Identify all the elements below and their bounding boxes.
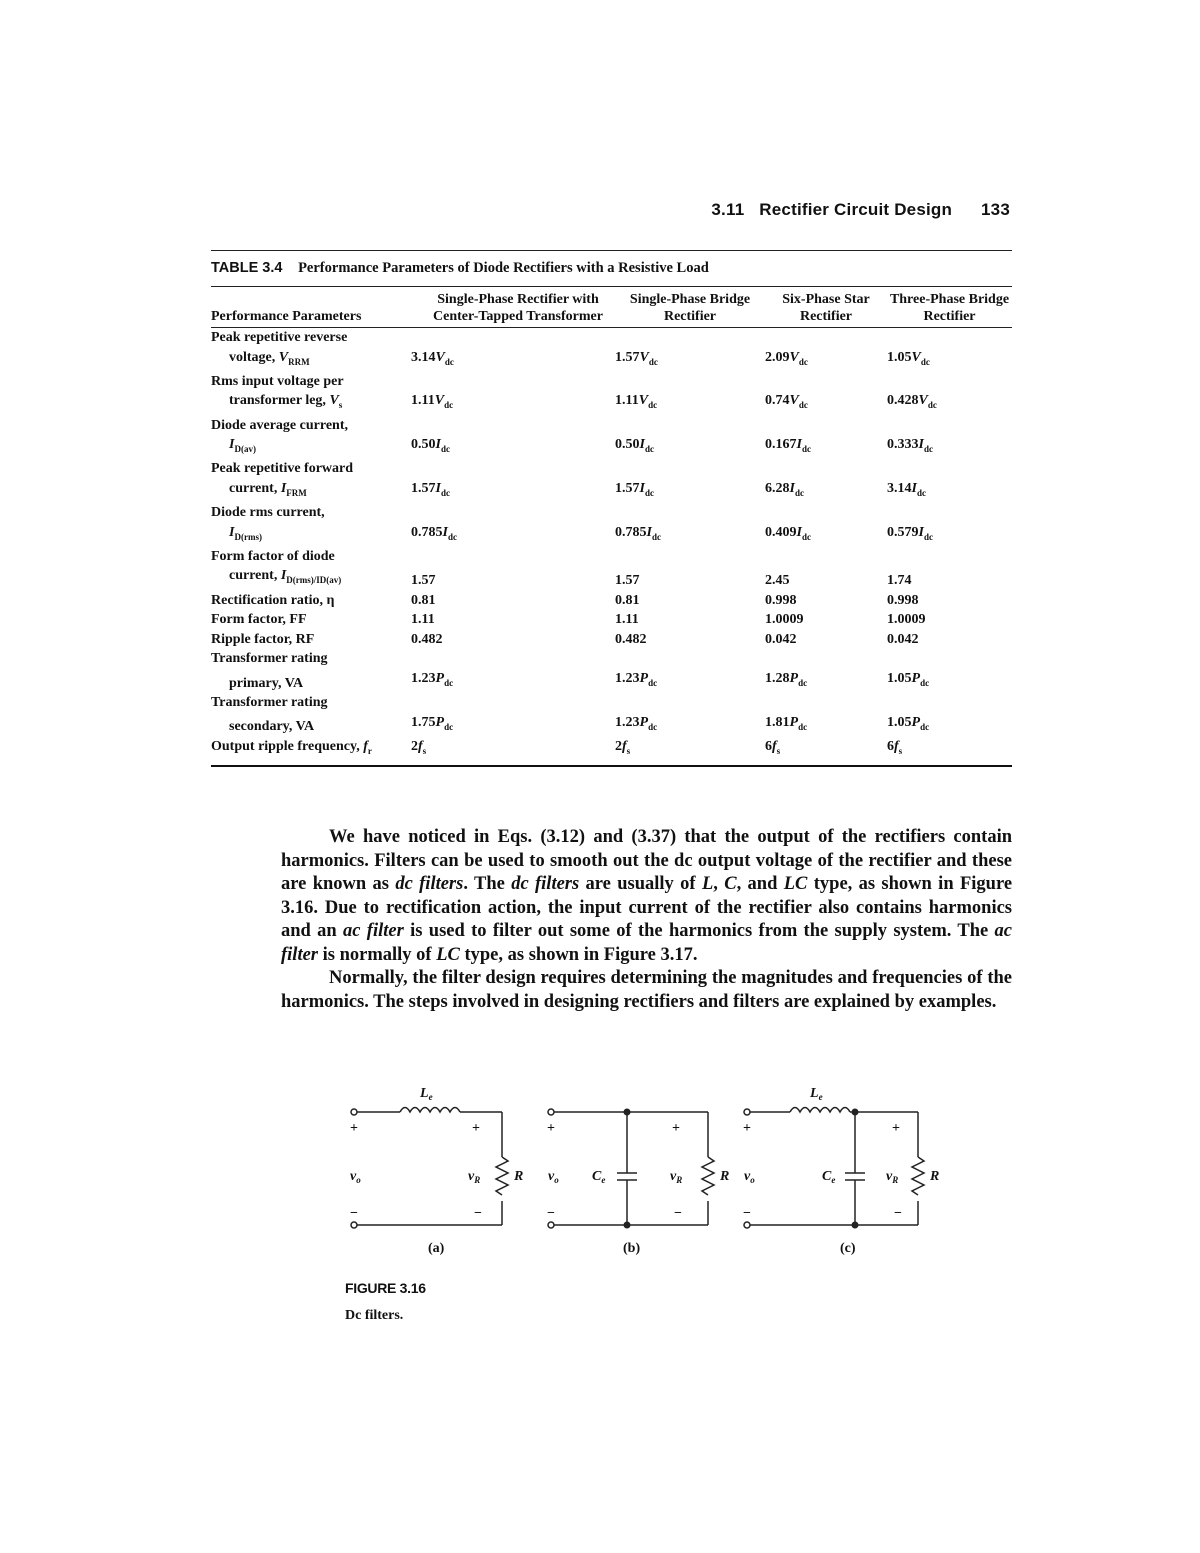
table-cell: 0.482 [615,631,647,647]
panel-label-b: (b) [623,1241,641,1256]
table-cell: $1.23P_{dc}$ [411,670,454,688]
table-cell: $1.57V_{dc}$ [615,349,658,367]
param-label-cont: current, $I_{FRM}$ [229,480,307,498]
performance-table [211,287,1012,765]
table-row [211,459,1012,479]
header-parameters: Performance Parameters [211,287,411,328]
table-cell: $1.05V_{dc}$ [887,349,930,367]
table-cell: $0.333I_{dc}$ [887,437,933,454]
svg-text:vR: $v_R$ [886,1169,899,1185]
table-title: Performance Parameters of Diode Rectifiers with a Resistive Load [298,260,709,276]
table-cell: 2.45 [765,573,790,589]
table-row [211,547,1012,567]
table-cell: $0.50I_{dc}$ [615,437,654,454]
table-caption [211,251,1012,286]
table-row [211,737,1012,765]
table-row [211,649,1012,669]
param-label: Output ripple frequency, $f_r$ [211,738,372,756]
svg-text:−: − [894,1206,902,1221]
table-3-4 [211,250,1012,767]
svg-text:+: + [547,1121,555,1136]
table-cell: $1.57I_{dc}$ [411,480,450,498]
param-label: Form factor, FF [211,612,307,628]
section-number: 3.11 [711,200,745,219]
param-label-cont: voltage, $V_{RRM}$ [229,349,310,367]
table-row [211,348,1012,372]
table-row [211,328,1012,348]
table-cell: $6f_s$ [765,738,781,756]
svg-text:−: − [674,1206,682,1221]
svg-text:Le: $L_e$ [420,1086,433,1102]
table-cell: 0.998 [887,592,919,608]
param-label: Peak repetitive reverse [211,330,348,345]
table-row [211,503,1012,523]
header-three-phase: Three-Phase Bridge Rectifier [887,287,1012,328]
table-cell: $0.785I_{dc}$ [411,524,457,542]
svg-text:−: − [474,1206,482,1221]
table-cell: 0.042 [765,631,797,647]
table-cell: $0.74V_{dc}$ [765,393,808,411]
table-cell: 0.042 [887,631,919,647]
table-cell: $1.81P_{dc}$ [765,714,808,732]
table-cell: 1.0009 [887,612,926,628]
svg-text:vR: $v_R$ [468,1169,481,1185]
param-label: Diode rms current, [211,505,325,521]
table-row [211,669,1012,693]
svg-text:vo: $v_o$ [744,1169,755,1185]
table-cell: $0.409I_{dc}$ [765,524,811,542]
table-row [211,591,1012,611]
table-row [211,416,1012,436]
panel-label-c: (c) [840,1241,856,1256]
inductor-c [790,1108,850,1113]
circuit-a [351,1108,508,1229]
table-cell: 1.57 [615,573,640,589]
table-cell: $3.14V_{dc}$ [411,349,454,367]
svg-text:Ce: $C_e$ [592,1169,606,1185]
paragraph-2: Normally, the filter design requires determining the magnitudes and frequencies of the harmonics. The steps involved in designing rectifiers and filters are explained by examples. [281,968,1012,1012]
table-cell: $6f_s$ [887,738,903,756]
svg-text:+: + [892,1121,900,1136]
param-label-cont: secondary, VA [229,719,315,735]
paragraph-1: We have noticed in Eqs. (3.12) and (3.37) that the output of the rectifiers contain harmonics. Filters can be used to smooth out the dc output voltage of the rectifier and these are known as dc filters. The dc filters are usually of L, C, and LC type, as shown in Figure 3.16. Due to rectification action, the input current of the rectifier also contains harmonics and an ac filter is used to filter out some of the harmonics from the supply system. The ac filter is normally of LC type, as shown in Figure 3.17. [281,827,1013,965]
inductor-a [400,1108,460,1113]
param-label: Transformer rating [211,651,328,667]
table-cell: $0.428V_{dc}$ [887,393,937,411]
table-cell: $3.14I_{dc}$ [887,480,926,498]
table-row [211,610,1012,630]
table-row [211,713,1012,737]
table-cell: 1.11 [615,612,639,628]
table-cell: $0.579I_{dc}$ [887,524,933,542]
svg-text:+: + [472,1121,480,1136]
table-row [211,479,1012,503]
table-cell: 0.81 [615,592,640,608]
param-label-cont: current, $I_{D(rms)/ID(av)}$ [229,568,342,586]
resistor-b [702,1157,714,1195]
table-row [211,391,1012,415]
param-label-cont: $I_{D(av)}$ [229,437,256,454]
table-cell: $1.11V_{dc}$ [615,393,658,411]
svg-text:vo: $v_o$ [548,1169,559,1185]
svg-text:+: + [672,1121,680,1136]
table-cell: 1.57 [411,573,436,589]
table-bottom-rule [211,765,1012,767]
page-number: 133 [981,200,1010,219]
figure-3-16-circuits [340,1080,960,1270]
table-cell: 1.74 [887,573,912,589]
table-cell: $1.75P_{dc}$ [411,714,454,732]
param-label: Form factor of diode [211,548,335,564]
header-center-tapped: Single-Phase Rectifier with Center-Tapped Transformer [411,287,615,328]
svg-text:vo: $v_o$ [350,1169,361,1185]
table-cell: $1.23P_{dc}$ [615,714,658,732]
table-cell: 1.0009 [765,612,804,628]
svg-text:R: R [930,1169,940,1184]
svg-text:R: R [720,1169,730,1184]
resistor-c [912,1157,924,1195]
svg-text:−: − [743,1206,751,1221]
svg-text:Le: $L_e$ [810,1086,823,1102]
table-cell: $1.57I_{dc}$ [615,480,654,498]
param-label: Peak repetitive forward [211,461,354,477]
table-cell: 0.81 [411,592,436,608]
param-label-cont: transformer leg, $V_s$ [229,393,343,411]
figure-number: FIGURE 3.16 [345,1280,426,1296]
svg-text:vR: $v_R$ [670,1169,683,1185]
table-row [211,435,1012,459]
table-row [211,630,1012,650]
table-cell: $1.11V_{dc}$ [411,393,454,411]
table-header-row [211,287,1012,328]
param-label: Ripple factor, RF [211,631,315,647]
param-label: Transformer rating [211,695,328,711]
svg-text:+: + [350,1121,358,1136]
svg-text:+: + [743,1121,751,1136]
table-row [211,523,1012,547]
table-row [211,566,1012,590]
table-cell: $1.05P_{dc}$ [887,670,930,688]
svg-text:Ce: $C_e$ [822,1169,836,1185]
table-cell: $0.50I_{dc}$ [411,437,450,454]
param-label: Rms input voltage per [211,373,344,389]
table-cell: $2.09V_{dc}$ [765,349,808,367]
table-cell: 0.482 [411,631,443,647]
table-cell: 1.11 [411,612,435,628]
param-label-cont: primary, VA [229,675,304,691]
figure-caption [345,1280,426,1324]
svg-text:R: R [514,1169,524,1184]
body-text [281,826,1012,1014]
table-cell: $0.167I_{dc}$ [765,437,811,454]
svg-text:−: − [350,1206,358,1221]
table-cell: $1.23P_{dc}$ [615,670,658,688]
table-row [211,693,1012,713]
table-cell: $1.28P_{dc}$ [765,670,808,688]
param-label: Diode average current, [211,417,348,433]
figure-description: Dc filters. [345,1308,404,1323]
table-cell: $1.05P_{dc}$ [887,714,930,732]
table-cell: $0.785I_{dc}$ [615,524,661,542]
param-label: Rectification ratio, η [211,592,335,608]
header-six-phase: Six-Phase Star Rectifier [765,287,887,328]
table-body [211,328,1012,766]
param-label-cont: $I_{D(rms)}$ [229,524,262,542]
table-cell: $2f_s$ [615,738,631,756]
panel-label-a: (a) [428,1241,445,1256]
table-cell: $2f_s$ [411,738,427,756]
running-head [711,200,1010,220]
resistor-a [496,1157,508,1195]
table-row [211,372,1012,392]
header-single-bridge: Single-Phase Bridge Rectifier [615,287,765,328]
table-cell: $6.28I_{dc}$ [765,480,804,498]
table-cell: 0.998 [765,592,797,608]
section-title: Rectifier Circuit Design [759,200,953,219]
table-label: TABLE 3.4 [211,260,283,276]
circuit-b [548,1109,714,1228]
svg-text:−: − [547,1206,555,1221]
